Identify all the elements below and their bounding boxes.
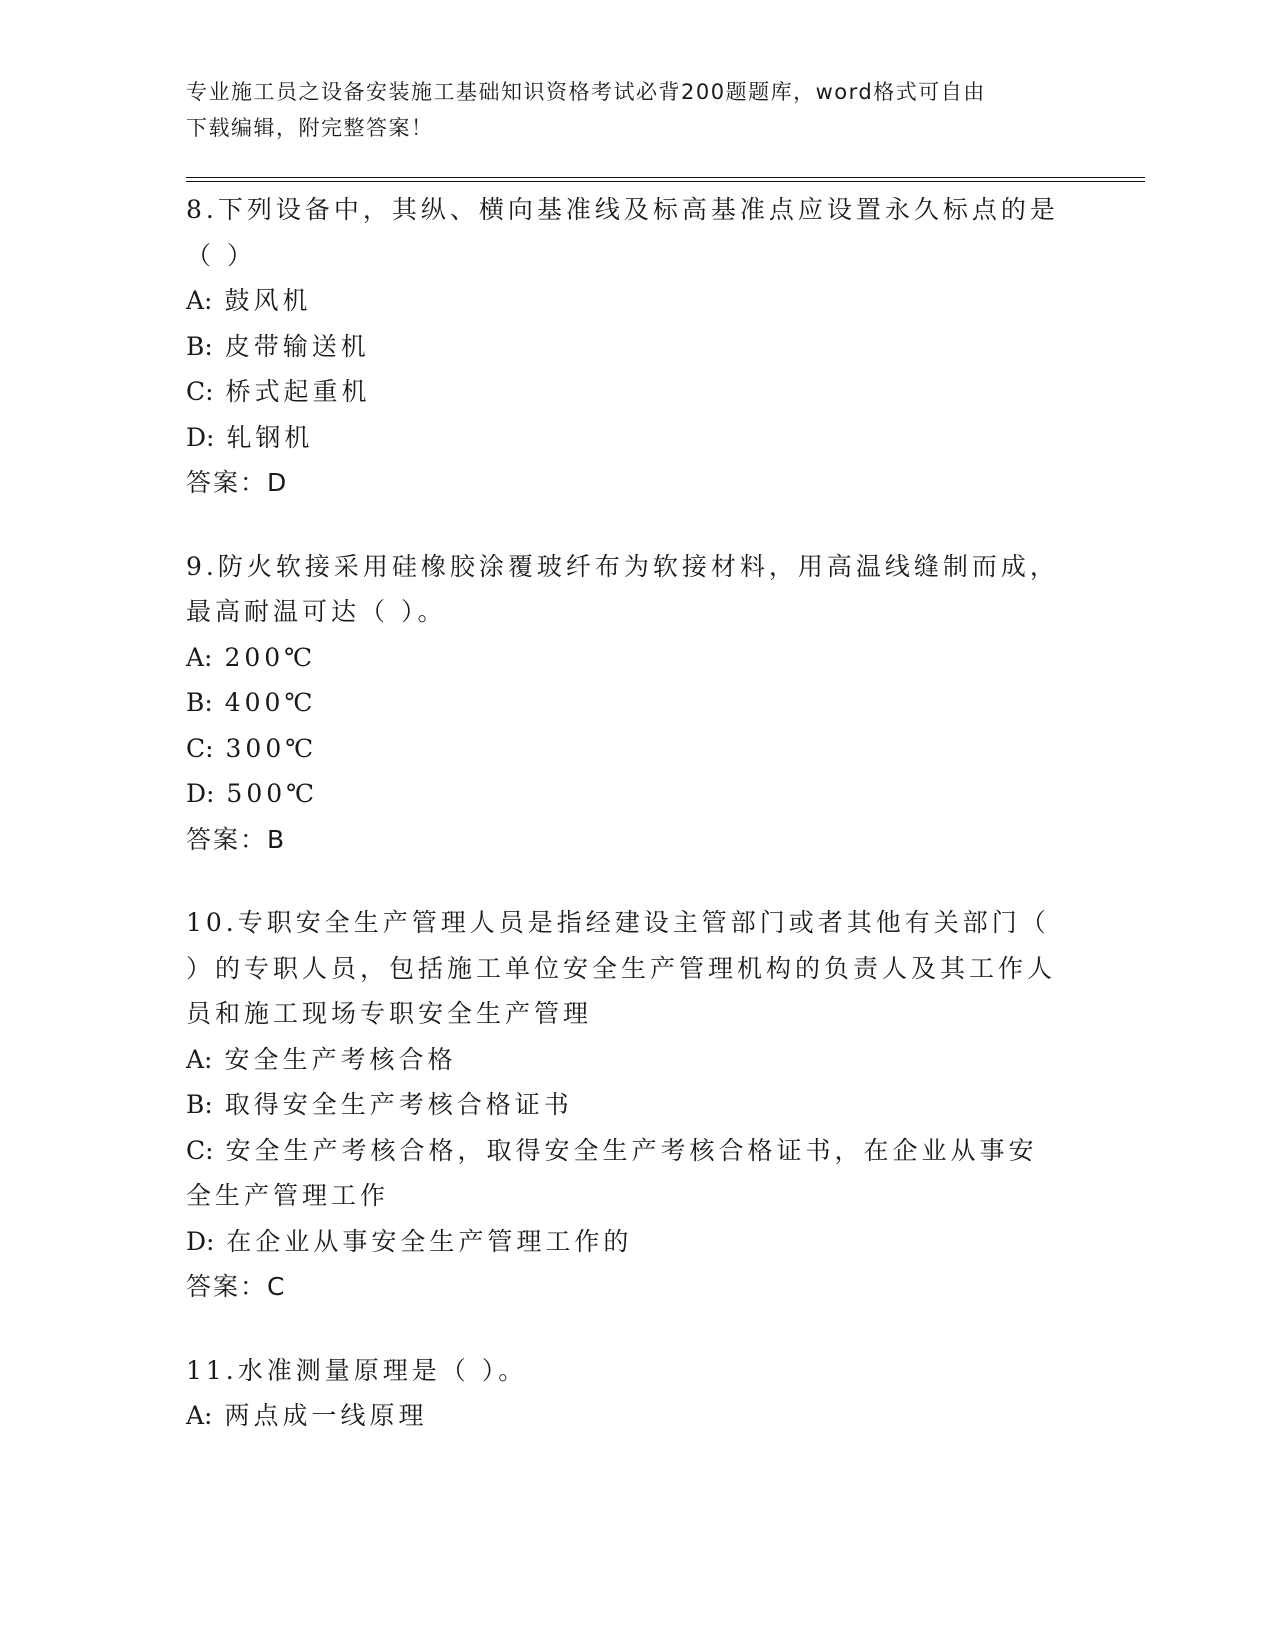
option-a [186,1037,1066,1083]
header-rule-bottom [186,181,1145,182]
document-header [186,74,1066,146]
option-text: 500℃ [226,779,319,808]
option-letter: C: [186,733,214,763]
option-text: 在企业从事安全生产管理工作的 [226,1226,633,1256]
option-letter: D: [186,779,215,808]
question-11 [186,1348,1066,1439]
option-a [186,278,1066,324]
option-letter: B: [186,331,213,361]
option-text: 皮带输送机 [224,331,370,361]
option-letter: A: [186,286,213,315]
header-line-1: 专业施工员之设备安装施工基础知识资格考试必背200题题库，word格式可自由 [186,80,986,104]
header-rule-top [186,177,1145,178]
header-line-2: 下载编辑，附完整答案！ [186,116,434,140]
question-8 [186,187,1066,506]
option-text: 安全生产考核合格，取得安全生产考核合格证书，在企业从事安全生产管理工作 [186,1135,1038,1210]
option-c [186,726,1066,772]
question-list [186,187,1066,1477]
option-letter: C: [186,377,214,406]
option-text: 400℃ [224,688,317,717]
option-text: 两点成一线原理 [224,1401,428,1430]
option-text: 轧钢机 [226,422,314,452]
option-letter: B: [186,1090,213,1119]
option-b [186,324,1066,370]
option-letter: A: [186,1401,213,1430]
option-d [186,771,1066,817]
option-d [186,415,1066,461]
answer-line: 答案：D [186,468,289,497]
answer-line: 答案：B [186,824,287,854]
option-text: 取得安全生产考核合格证书 [224,1090,573,1119]
option-letter: C: [186,1135,214,1165]
option-b [186,680,1066,726]
option-b [186,1082,1066,1128]
option-text: 安全生产考核合格 [224,1044,457,1074]
option-letter: D: [186,422,215,452]
option-letter: A: [186,642,213,672]
option-letter: B: [186,688,213,717]
question-stem: 8.下列设备中，其纵、横向基准线及标高基准点应设置永久标点的是（ ） [186,195,1059,270]
option-c [186,1128,1066,1219]
option-text: 300℃ [225,733,318,763]
question-9 [186,544,1066,863]
option-text: 200℃ [224,642,317,672]
question-stem: 10.专职安全生产管理人员是指经建设主管部门或者其他有关部门（ ）的专职人员，包括施工单位安全生产管理机构的负责人及其工作人员和施工现场专职安全生产管理 [186,908,1057,1028]
question-10 [186,900,1066,1310]
option-a [186,1393,1066,1439]
option-d [186,1219,1066,1265]
option-text: 鼓风机 [224,286,312,315]
option-text: 桥式起重机 [225,377,371,406]
option-a [186,635,1066,681]
option-c [186,369,1066,415]
question-stem: 11.水准测量原理是（ ）。 [186,1355,528,1385]
option-letter: D: [186,1226,215,1256]
question-stem: 9.防火软接采用硅橡胶涂覆玻纤布为软接材料，用高温线缝制而成，最高耐温可达（ ）。 [186,551,1059,626]
option-letter: A: [186,1044,213,1074]
answer-line: 答案：C [186,1272,287,1301]
